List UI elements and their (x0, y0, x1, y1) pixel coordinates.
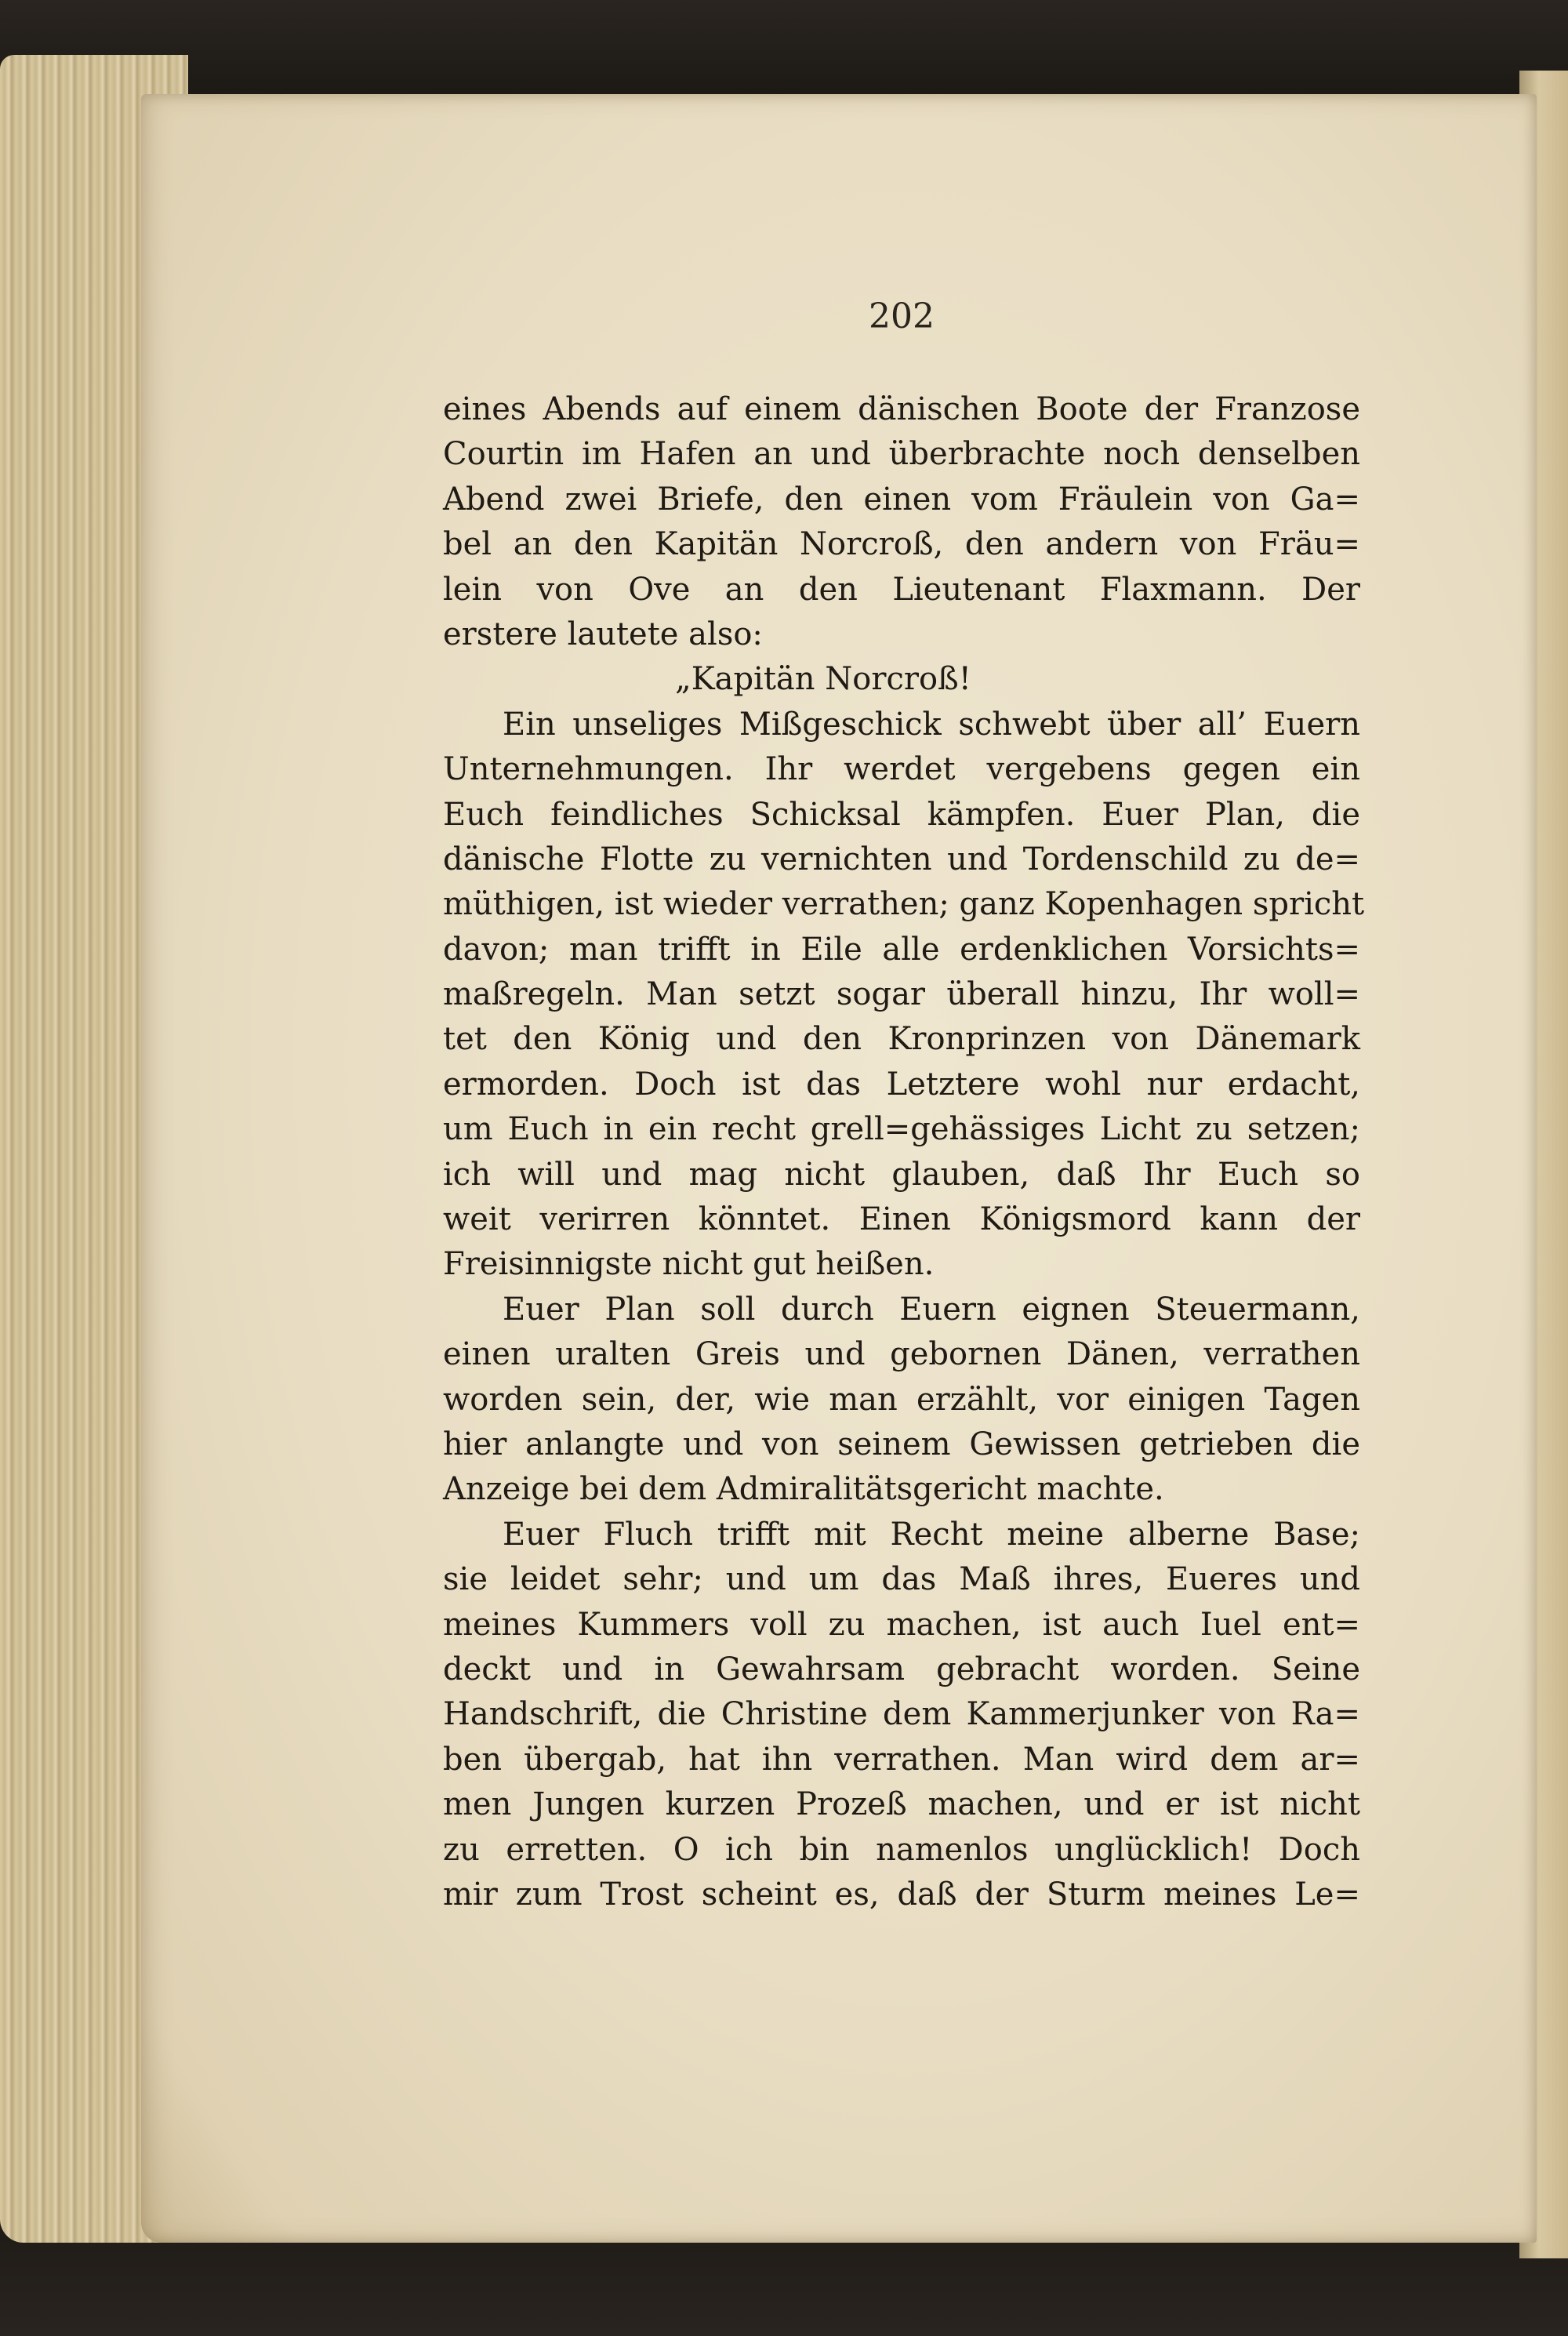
text-line: davon; man trifft in Eile alle erdenklichen Vorsichts= (443, 931, 1360, 968)
text-line: meines Kummers voll zu machen, ist auch Iuel ent= (443, 1606, 1360, 1643)
text-line: Euer Fluch trifft mit Recht meine alberne Base; (503, 1516, 1360, 1553)
text-line: mir zum Trost scheint es, daß der Sturm meines Le= (443, 1876, 1360, 1913)
text-line: worden sein, der, wie man erzählt, vor einigen Tagen (443, 1381, 1360, 1418)
text-line: zu erretten. O ich bin namenlos unglücklich! Doch (443, 1831, 1360, 1868)
text-line: Ein unseliges Mißgeschick schwebt über all’ Euern (503, 706, 1360, 743)
text-line: um Euch in ein recht grell=gehässiges Licht zu setzen; (443, 1111, 1360, 1148)
text-line: tet den König und den Kronprinzen von Dänemark (443, 1021, 1360, 1058)
text-line: hier anlangte und von seinem Gewissen getrieben die (443, 1426, 1360, 1462)
text-line: Euer Plan soll durch Euern eignen Steuermann, (503, 1291, 1360, 1328)
text-line: Handschrift, die Christine dem Kammerjunker von Ra= (443, 1696, 1360, 1733)
page-number: 202 (869, 296, 935, 336)
text-line: Unternehmungen. Ihr werdet vergebens gegen ein (443, 751, 1360, 788)
text-line: eines Abends auf einem dänischen Boote der Franzose (443, 391, 1360, 427)
text-line: deckt und in Gewahrsam gebracht worden. Seine (443, 1651, 1360, 1688)
text-line: einen uralten Greis und gebornen Dänen, verrathen (443, 1336, 1360, 1373)
text-line: weit verirren könntet. Einen Königsmord kann der (443, 1201, 1360, 1238)
text-line: Abend zwei Briefe, den einen vom Fräulein von Ga= (443, 481, 1360, 518)
text-line: maßregeln. Man setzt sogar überall hinzu, Ihr woll= (443, 976, 1360, 1013)
text-line: ich will und mag nicht glauben, daß Ihr Euch so (443, 1156, 1360, 1193)
text-line: sie leidet sehr; und um das Maß ihres, Eueres und (443, 1561, 1360, 1598)
letter-salutation: „Kapitän Norcroß! (675, 661, 971, 698)
text-line: Anzeige bei dem Admiralitätsgericht machte. (443, 1471, 1164, 1508)
text-line: Courtin im Hafen an und überbrachte noch denselben (443, 436, 1360, 473)
body-text (443, 387, 1365, 1917)
text-line: dänische Flotte zu vernichten und Tordenschild zu de= (443, 841, 1360, 877)
text-line: Euch feindliches Schicksal kämpfen. Euer Plan, die (443, 796, 1360, 833)
text-line: bel an den Kapitän Norcroß, den andern von Fräu= (443, 526, 1360, 563)
text-line: men Jungen kurzen Prozeß machen, und er ist nicht (443, 1786, 1360, 1823)
text-line: lein von Ove an den Lieutenant Flaxmann. Der (443, 571, 1360, 608)
text-line: müthigen, ist wieder verrathen; ganz Kopenhagen spricht (443, 886, 1365, 923)
text-line: Freisinnigste nicht gut heißen. (443, 1246, 935, 1283)
text-line: erstere lautete also: (443, 616, 763, 652)
text-line: ermorden. Doch ist das Letztere wohl nur erdacht, (443, 1066, 1360, 1103)
text-line: ben übergab, hat ihn verrathen. Man wird dem ar= (443, 1741, 1360, 1778)
